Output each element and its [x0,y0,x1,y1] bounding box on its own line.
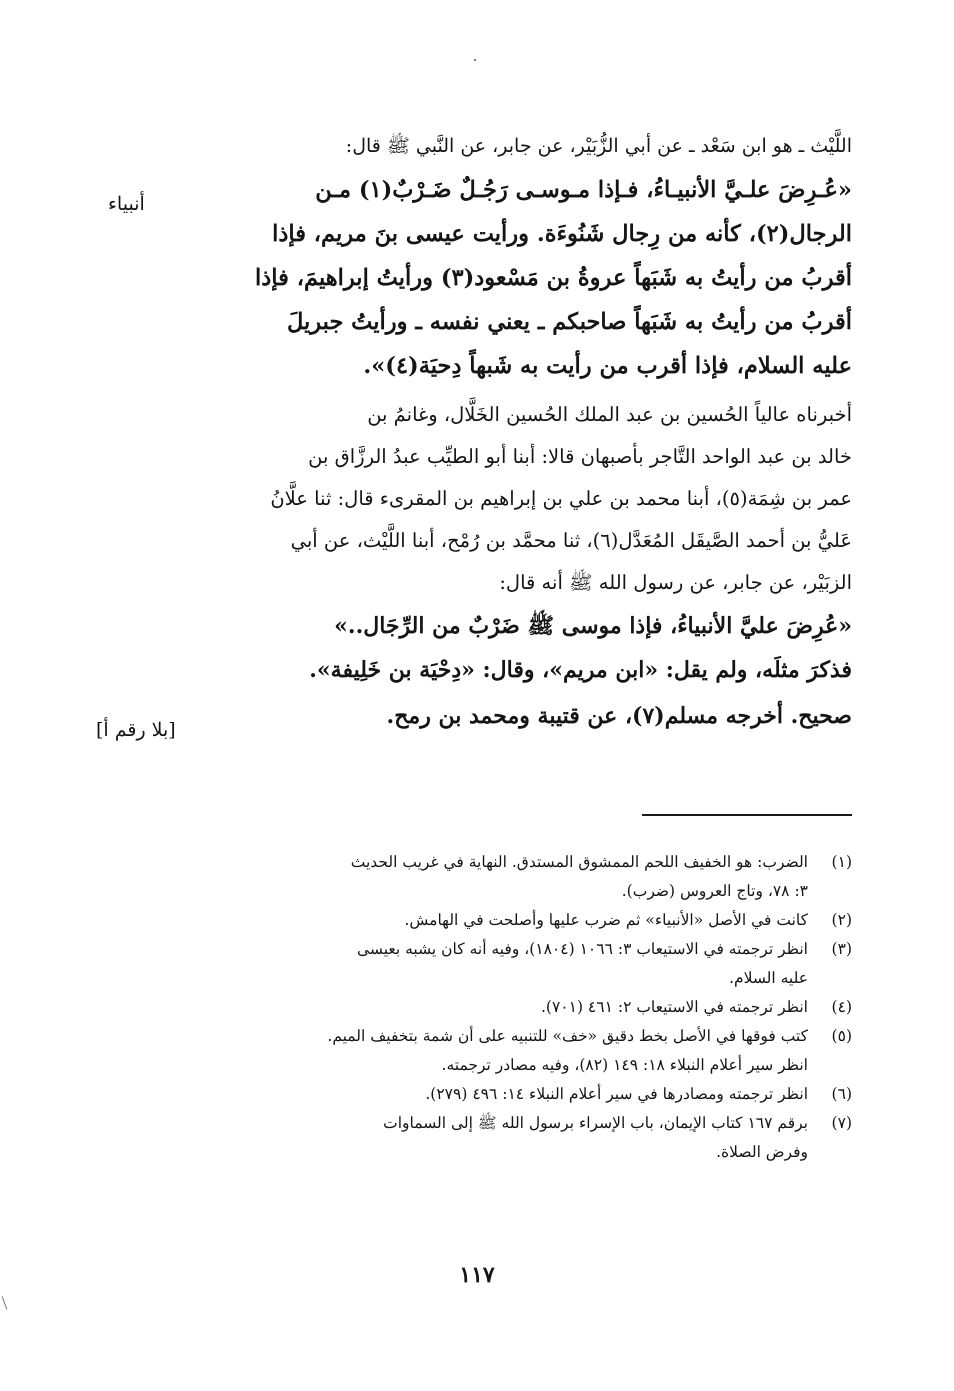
text-line: اللَّيْث ـ هو ابن سَعْد ـ عن أبي الزُّبَيْر، عن جابر، عن النَّبي ﷺ قال: [345,135,852,157]
footnote-item [230,848,852,906]
footnote-line: كانت في الأصل «الأنبياء» ثم ضرب عليها وأصلحت في الهامش. [404,911,808,929]
footnote-number: (٣) [831,940,852,958]
isnad-line: خالد بن عبد الواحد التَّاجر بأصبهان قالا: أبنا أبو الطيِّب عبدُ الرزَّاق بن [308,445,852,468]
footnote-item [230,1022,852,1080]
footnote-line: برقم ١٦٧ كتاب الإيمان، باب الإسراء برسول الله ﷺ إلى السماوات [383,1114,808,1132]
grading-line: صحيح. أخرجه مسلم(٧)، عن قتيبة ومحمد بن رمح. [386,703,852,729]
footnote-number: (٧) [831,1114,852,1132]
footnote-line: الضرب: هو الخفيف اللحم الممشوق المستدق. النهاية في غريب الحديث [350,853,808,871]
footnote-line: كتب فوقها في الأصل بخط دقيق «خف» للتنبيه على أن شمة بتخفيف الميم. [327,1027,808,1045]
scan-edge-mark [2,1296,8,1309]
hadith-line: الرجال(٢)، كأنه من رِجال شَنُوءَة. ورأيت عيسى بنَ مريم، فإذا [272,221,852,247]
isnad-line: أخبرناه عالياً الحُسين بن عبد الملك الحُسين الخَلَّال، وغانمُ بن [367,403,852,426]
isnad-line: الزبَيْر، عن جابر، عن رسول الله ﷺ أنه قال: [499,571,852,594]
footnote-line: ٣: ٧٨، وتاج العروس (ضرب). [621,882,808,900]
hadith-line: «عُـرِضَ علـيَّ الأنبيـاءُ، فـإذا مـوسـى رَجُـلٌ ضَـرْبٌ(١) مـن [315,177,852,203]
footnote-item [230,935,852,993]
hadith-line: «عُرِضَ عليَّ الأنبياءُ، فإذا موسى ﷺ ضَرْبٌ من الرِّجَال..» [334,613,852,639]
hadith-line: أقربُ من رأيتُ به شَبَهاً صاحبكم ـ يعني نفسه ـ ورأيتُ جبريلَ [286,309,852,335]
footnote-line: انظر سير أعلام النبلاء ١٨: ١٤٩ (٨٢)، وفيه مصادر ترجمته. [441,1056,808,1074]
isnad-line: عَليُّ بن أحمد الصَّيقَل المُعَدَّل(٦)، ثنا محمَّد بن رُمْح، أبنا اللَّيْث، عن أبي [290,529,852,552]
margin-note-anbiya: أنبياء [108,193,145,215]
footnote-line: انظر ترجمته في الاستيعاب ٢: ٤٦١ (٧٠١). [540,998,808,1016]
footnote-number: (١) [831,853,852,871]
footnote-number: (٥) [831,1027,852,1045]
page-number: ١١٧ [459,1262,495,1288]
footnote-item [230,906,852,935]
footnote-number: (٦) [831,1085,852,1103]
footnote-item [230,1109,852,1167]
main-text [230,126,852,738]
scan-speck [474,59,476,61]
footnote-line: انظر ترجمته في الاستيعاب ٣: ١٠٦٦ (١٨٠٤)، وفيه أنه كان يشبه بعيسى [356,940,808,958]
footnote-item [230,993,852,1022]
footnote-line: انظر ترجمته ومصادرها في سير أعلام النبلاء ١٤: ٤٩٦ (٢٧٩). [425,1085,808,1103]
hadith-line: أقربُ من رأيتُ به شَبَهاً عروةُ بن مَسْعود(٣) ورأيتُ إبراهيمَ، فإذا [255,265,852,291]
footnote-item [230,1080,852,1109]
footnote-number: (٢) [831,911,852,929]
footnote-number: (٤) [831,998,852,1016]
hadith-line: عليه السلام، فإذا أقرب من رأيت به شَبهاً دِحيَة(٤)». [363,353,852,379]
footnote-line: وفرض الصلاة. [716,1143,808,1161]
isnad-line: عمر بن شِمَة(٥)، أبنا محمد بن علي بن إبراهيم بن المقرىء قال: ثنا علَّانُ [270,487,852,510]
footnote-separator [642,814,852,816]
margin-note-bila-rakam: [بلا رقم أ] [96,719,176,741]
text-line: فذكرَ مثلَه، ولم يقل: «ابن مريم»، وقال: «دِحْيَة بن خَلِيفة». [309,657,852,683]
footnotes [230,848,852,1167]
footnote-line: عليه السلام. [729,969,808,987]
